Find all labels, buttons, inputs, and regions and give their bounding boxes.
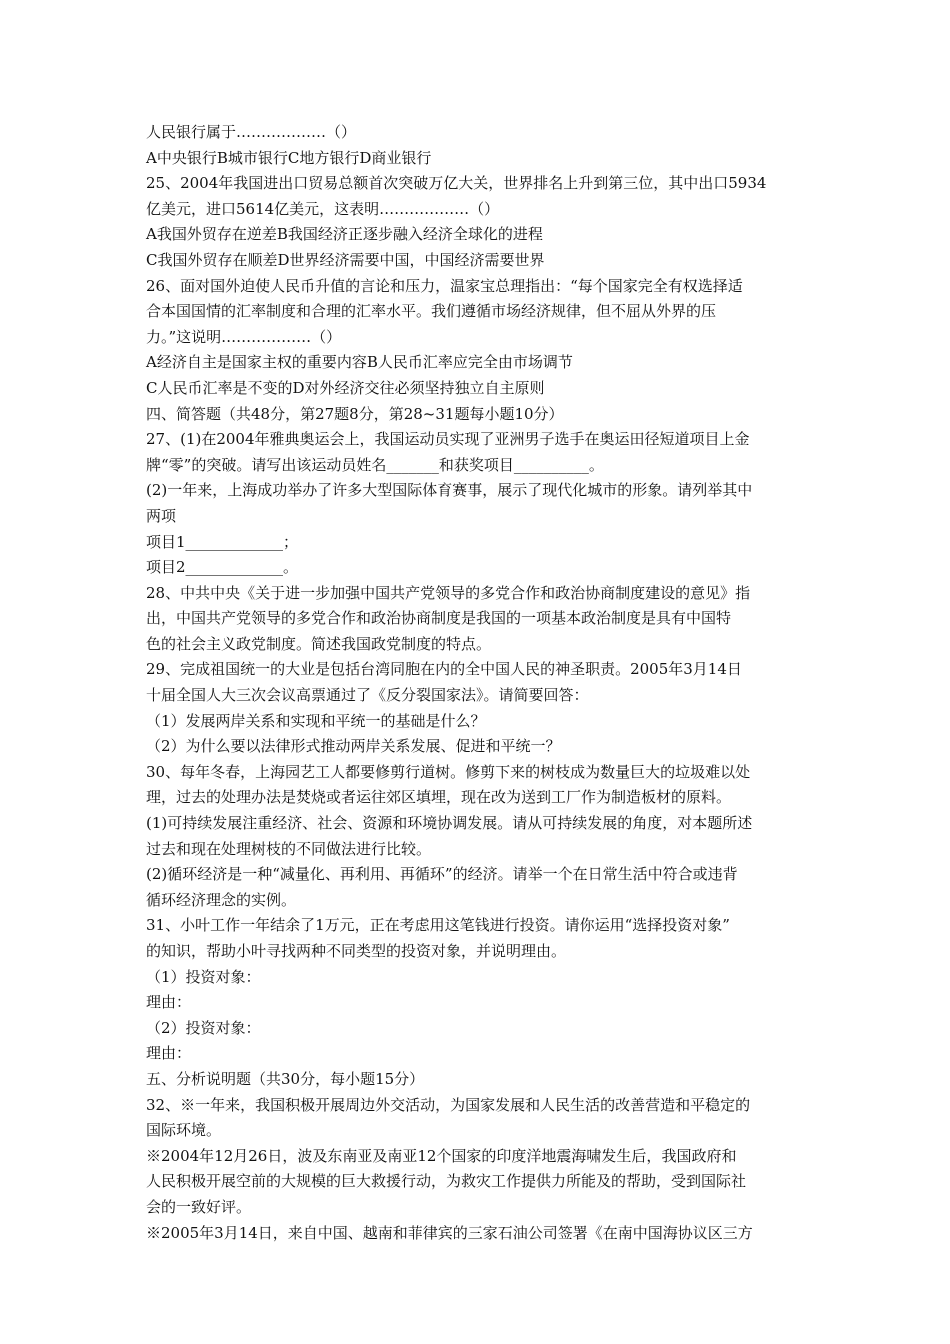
- text-line: （1）发展两岸关系和实现和平统一的基础是什么？: [146, 711, 486, 730]
- text-line: （1）投资对象：: [146, 967, 261, 986]
- text-line: (1)可持续发展注重经济、社会、资源和环境协调发展。请从可持续发展的角度，对本题所述: [146, 814, 753, 833]
- text-line: 25、2004年我国进出口贸易总额首次突破万亿大关，世界排名上升到第三位，其中出口5934: [146, 174, 767, 193]
- text-line: A经济自主是国家主权的重要内容B人民币汇率应完全由市场调节: [146, 353, 573, 372]
- text-line: 会的一致好评。: [146, 1197, 252, 1216]
- text-line: 理，过去的处理办法是焚烧或者运往郊区填埋，现在改为送到工厂作为制造板材的原料。: [146, 788, 732, 807]
- text-line: (2)循环经济是一种“减量化、再利用、再循环”的经济。请举一个在日常生活中符合或违背: [146, 865, 738, 884]
- text-line: 十届全国人大三次会议高票通过了《反分裂国家法》。请简要回答：: [146, 686, 589, 705]
- text-line: 人民银行属于………………（）: [146, 123, 357, 141]
- text-line: 26、面对国外迫使人民币升值的言论和压力，温家宝总理指出：“每个国家完全有权选择适: [146, 276, 743, 295]
- text-line: 31、小叶工作一年结余了1万元，正在考虑用这笔钱进行投资。请你运用“选择投资对象”: [146, 916, 730, 935]
- text-line: 理由：: [146, 1044, 192, 1063]
- text-line: 色的社会主义政党制度。简述我国政党制度的特点。: [146, 634, 492, 653]
- text-line: 项目1_____________；: [146, 532, 299, 551]
- text-line: （2）为什么要以法律形式推动两岸关系发展、促进和平统一？: [146, 737, 561, 756]
- text-line: 出，中国共产党领导的多党合作和政治协商制度是我国的一项基本政治制度是具有中国特: [146, 609, 732, 628]
- text-line: 理由：: [146, 993, 192, 1012]
- text-line: 亿美元，进口5614亿美元，这表明………………（）: [146, 199, 500, 218]
- text-line: 32、※一年来，我国积极开展周边外交活动，为国家发展和人民生活的改善营造和平稳定的: [146, 1095, 751, 1114]
- section-heading: 五、分析说明题（共30分，每小题15分）: [146, 1069, 425, 1088]
- text-line: C我国外贸存在顺差D世界经济需要中国，中国经济需要世界: [146, 250, 545, 269]
- text-line: 人民积极开展空前的大规模的巨大救援行动，为救灾工作提供力所能及的帮助，受到国际社: [146, 1172, 747, 1191]
- text-line: 项目2_____________。: [146, 558, 299, 577]
- text-line: 28、中共中央《关于进一步加强中国共产党领导的多党合作和政治协商制度建设的意见》指: [146, 583, 751, 602]
- text-line: 过去和现在处理树枝的不同做法进行比较。: [146, 839, 432, 858]
- text-line: 29、完成祖国统一的大业是包括台湾同胞在内的全中国人民的神圣职责。2005年3月14日: [146, 660, 742, 679]
- text-line: 两项: [146, 506, 177, 525]
- document-page: [146, 120, 812, 1246]
- text-line: 30、每年冬春，上海园艺工人都要修剪行道树。修剪下来的树枝成为数量巨大的垃圾难以处: [146, 762, 751, 781]
- text-line: ※2005年3月14日，来自中国、越南和菲律宾的三家石油公司签署《在南中国海协议区三方: [146, 1223, 753, 1242]
- text-line: A我国外贸存在逆差B我国经济正逐步融入经济全球化的进程: [146, 225, 543, 244]
- text-line: 牌“零”的突破。请写出该运动员姓名_______和获奖项目__________。: [146, 455, 604, 474]
- text-line: 的知识，帮助小叶寻找两种不同类型的投资对象，并说明理由。: [146, 942, 567, 960]
- text-line: ※2004年12月26日，波及东南亚及南亚12个国家的印度洋地震海啸发生后，我国政府和: [146, 1146, 737, 1165]
- text-line: （2）投资对象：: [146, 1018, 261, 1037]
- text-line: (2)一年来，上海成功举办了许多大型国际体育赛事，展示了现代化城市的形象。请列举其中: [146, 481, 753, 500]
- section-heading: 四、简答题（共48分，第27题8分，第28~31题每小题10分）: [146, 404, 564, 423]
- text-line: 力。”这说明………………（）: [146, 327, 342, 346]
- text-line: 27、(1)在2004年雅典奥运会上，我国运动员实现了亚洲男子选手在奥运田径短道项目上金: [146, 430, 750, 449]
- text-line: A中央银行B城市银行C地方银行D商业银行: [146, 148, 432, 167]
- text-line: 国际环境。: [146, 1121, 222, 1140]
- text-line: C人民币汇率是不变的D对外经济交往必须坚持独立自主原则: [146, 378, 545, 397]
- text-line: 循环经济理念的实例。: [146, 890, 297, 909]
- text-line: 合本国国情的汇率制度和合理的汇率水平。我们遵循市场经济规律，但不屈从外界的压: [146, 302, 717, 321]
